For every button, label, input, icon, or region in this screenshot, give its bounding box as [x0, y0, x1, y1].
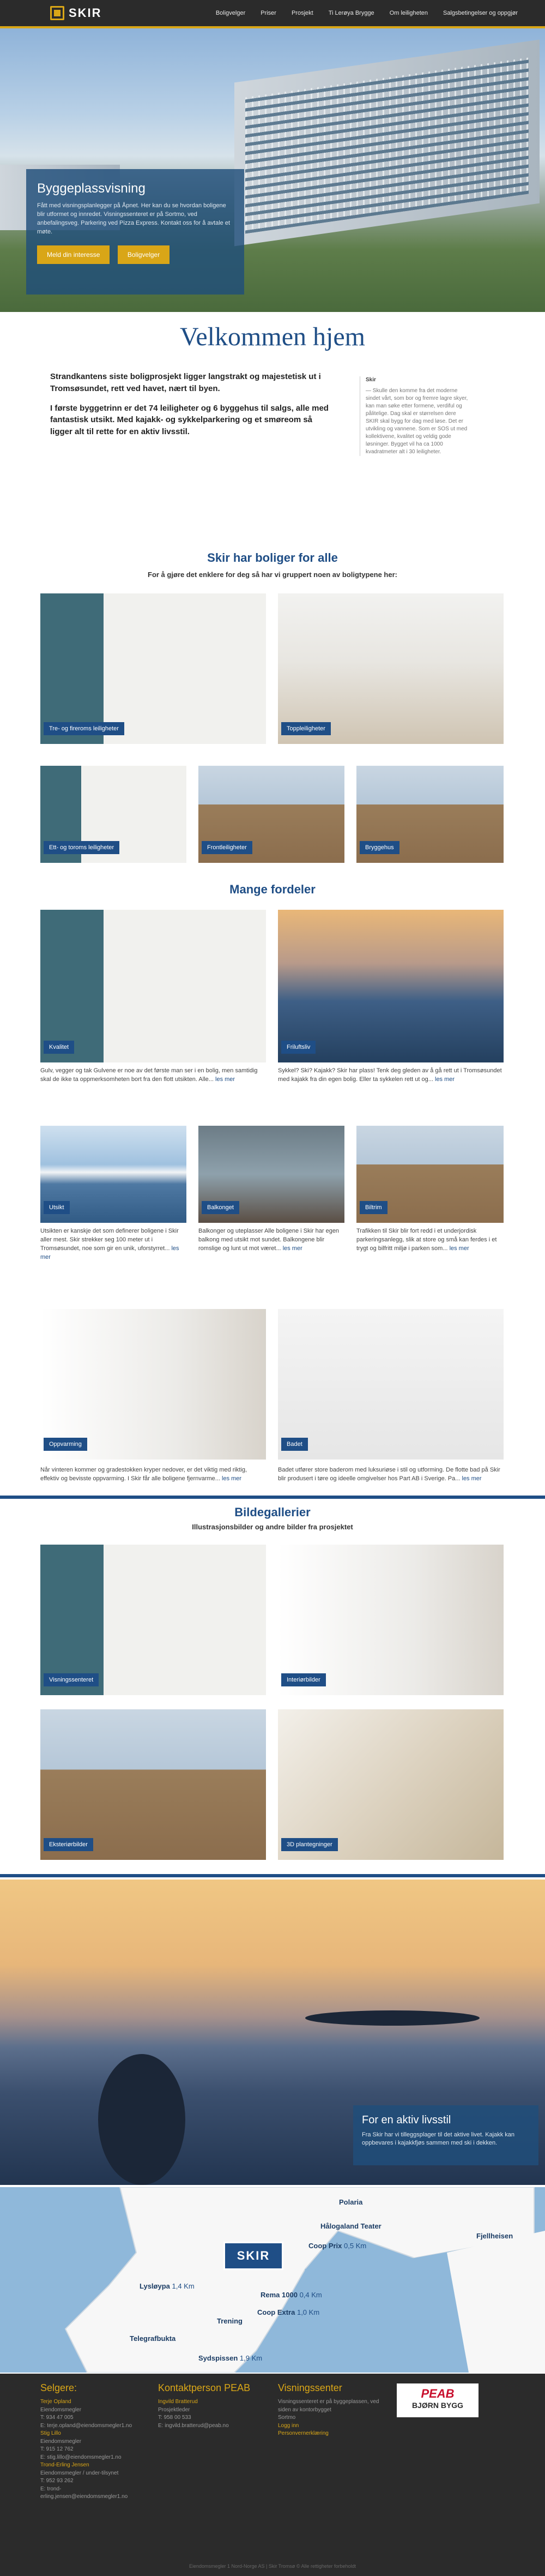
benefit-card-quality[interactable] — [40, 910, 266, 1062]
benefit-caption — [40, 1227, 186, 1262]
benefit-caption — [40, 1067, 266, 1084]
seller-email[interactable]: E: terje.opland@eiendomsmegler1.no — [40, 2422, 132, 2429]
top-nav — [0, 0, 545, 26]
benefit-card-balcony[interactable] — [198, 1126, 344, 1223]
footer-showroom — [278, 2382, 382, 2438]
gallery-card-exterior[interactable] — [40, 1709, 266, 1860]
contact-phone[interactable]: T: 958 00 533 — [158, 2415, 191, 2421]
benefit-caption-text: Gulv, vegger og tak Gulvene er noe av det første man ser i en bolig, men samtidig skal de ikke ta oppmerksomheten bort fra den flott utsikten. Alle... — [40, 1067, 258, 1083]
bjorn-bygg-text: BJØRN BYGG — [411, 2401, 464, 2410]
benefits-title: Mange fordeler — [229, 882, 316, 896]
seller-role: Eiendomsmegler — [40, 2438, 82, 2445]
hero-text: Fått med visningsplanlegger på Åpnet. Her kan du se hvordan boligene blir utformet og innredet. Visningssenteret er på Sortmo, ved anbefalingsveg. Parkering ved Pizza Express. Kontakt oss for å avtale et møte. — [37, 202, 231, 235]
quote-title: Skir — [366, 377, 376, 383]
seller-phone[interactable]: T: 952 93 262 — [40, 2478, 74, 2484]
benefit-caption — [278, 1466, 504, 1484]
interior-image — [40, 910, 266, 1062]
seller-name: Terje Opland — [40, 2399, 71, 2405]
contact-name: Ingvild Bratterud — [158, 2399, 198, 2405]
type-card-label: Tre- og fireroms leiligheter — [44, 722, 124, 735]
benefit-caption-text: Når vinteren kommer og gradestokken kryper nedover, er det viktig med riktig, effektiv og bevisste oppvarming. I Skir får alle boligene fjernvarme... — [40, 1467, 247, 1482]
nav-link-prosjekt[interactable]: Prosjekt — [291, 10, 313, 16]
showroom-text: Visningssenteret er på byggeplassen, ved siden av kontorbygget — [278, 2399, 379, 2413]
unit-selector-button[interactable]: Boligvelger — [118, 245, 169, 264]
read-more-link[interactable]: les mer — [462, 1475, 482, 1482]
benefit-caption-text: Balkonger og uteplasser Alle boligene i Skir har egen balkong med utsikt mot sundet. Balkongene blir romslige og lunt ut mot været... — [198, 1228, 340, 1252]
type-card-1-2-room[interactable] — [40, 766, 186, 863]
types-title: Skir har boliger for alle — [207, 551, 338, 565]
showroom-location: Sortmo — [278, 2415, 296, 2421]
type-card-label: Ett- og toroms leiligheter — [44, 841, 119, 854]
seller-role: Eiendomsmegler / under-tilsynet — [40, 2470, 119, 2476]
read-more-link[interactable]: les mer — [40, 1245, 179, 1260]
section-divider — [0, 1874, 545, 1877]
type-card-label: Frontleiligheter — [202, 841, 252, 854]
nav-link-boligvelger[interactable]: Boligvelger — [215, 10, 246, 16]
gallery-card-3d-plans[interactable] — [278, 1709, 504, 1860]
poi-coop-prix: Coop Prix 0,5 Km — [308, 2242, 367, 2250]
footer-peab-contact — [158, 2382, 262, 2430]
benefit-caption — [278, 1067, 504, 1084]
privacy-link[interactable]: Personvernerklæring — [278, 2430, 329, 2436]
benefit-card-label: Oppvarming — [44, 1438, 87, 1451]
seller-phone[interactable]: T: 915 12 762 — [40, 2446, 74, 2452]
floorplan-image — [278, 1709, 504, 1860]
footer-showroom-title: Visningssenter — [278, 2382, 342, 2393]
benefit-caption — [198, 1227, 344, 1253]
footer-sellers — [40, 2382, 138, 2501]
hero-card — [26, 169, 244, 295]
benefit-card-label: Badet — [281, 1438, 308, 1451]
seller-phone[interactable]: T: 934 47 005 — [40, 2415, 74, 2421]
gallery-title: Bildegallerier — [234, 1505, 311, 1519]
seller-email[interactable]: E: stig.lillo@eiendomsmegler1.no — [40, 2454, 122, 2460]
nav-links — [216, 10, 518, 16]
lifestyle-text: Fra Skir har vi tilleggsplager til det aktive livet. Kajakk kan oppbevares i kajakkfjøs sammen med ski i dekken. — [362, 2131, 515, 2147]
gallery-subtitle: Illustrasjonsbilder og andre bilder fra prosjektet — [192, 1523, 353, 1531]
nav-link-brygge[interactable]: Ti Lerøya Brygge — [328, 10, 374, 16]
peab-logo[interactable] — [397, 2383, 479, 2417]
poi-halogaland-teater: Hålogaland Teater — [320, 2222, 382, 2230]
footer-sellers-title: Selgere: — [40, 2382, 77, 2393]
kitchen-image — [40, 1309, 266, 1460]
map-skir-badge[interactable]: SKIR — [223, 2242, 283, 2270]
benefit-card-heating[interactable] — [40, 1309, 266, 1460]
exterior-image — [40, 1709, 266, 1860]
benefit-caption-text: Trafikken til Skir blir fort redd i et underjordisk parkeringsanlegg, slik at store og små kan ferdes i et trygt og bilfritt miljø i parken som... — [356, 1228, 497, 1252]
logo-text: SKIR — [69, 6, 102, 20]
kayak-sunset-image — [278, 910, 504, 1062]
read-more-link[interactable]: les mer — [435, 1076, 455, 1083]
type-card-penthouse[interactable] — [278, 593, 504, 744]
peab-logo-text: PEAB — [421, 2387, 455, 2400]
map-land-shapes — [0, 2187, 545, 2373]
poi-lysloypa: Lysløypa 1,4 Km — [140, 2282, 195, 2290]
benefit-caption-text: Sykkel? Ski? Kajakk? Skir har plass! Tenk deg gleden av å gå rett ut i Tromsøsundet med kajakk fra din egen bolig. Eller ta sykkelen rett ut og... — [278, 1067, 502, 1083]
benefit-card-carfree[interactable] — [356, 1126, 504, 1223]
welcome-title: Velkommen hjem — [180, 322, 365, 351]
seller-role: Eiendomsmegler — [40, 2406, 82, 2413]
benefit-card-label: Biltrim — [360, 1201, 387, 1214]
nav-link-om-leiligheten[interactable]: Om leiligheten — [389, 10, 428, 16]
hero-title: Byggeplassvisning — [37, 181, 146, 196]
type-card-3-4-room[interactable] — [40, 593, 266, 744]
logo[interactable] — [50, 6, 102, 20]
read-more-link[interactable]: les mer — [215, 1076, 235, 1083]
poi-rema-1000: Rema 1000 0,4 Km — [261, 2291, 322, 2299]
poi-fjellheisen: Fjellheisen — [476, 2232, 513, 2240]
benefit-caption-text: Badet utfører store baderom med luksuriøse i stil og utforming. De flotte bad på Skir blir produsert i tøre og ideelle omgivelser hos Part AB i Sverige. Pa... — [278, 1467, 500, 1482]
type-card-bryggehus[interactable] — [356, 766, 504, 863]
benefit-card-label: Kvalitet — [44, 1041, 74, 1054]
type-card-label: Toppleiligheter — [281, 722, 331, 735]
interior-image — [278, 593, 504, 744]
register-interest-button[interactable]: Meld din interesse — [37, 245, 110, 264]
poi-sydspissen: Sydspissen 1,9 Km — [198, 2354, 263, 2362]
showroom-image — [40, 1545, 266, 1695]
benefit-caption — [40, 1466, 266, 1484]
seller-name: Trond-Erling Jensen — [40, 2462, 89, 2468]
benefit-caption-text: Utsikten er kanskje det som definerer boligene i Skir aller mest. Skir strekker seg 100 meter ut i Tromsøsundet, noe som gir en unik, uforstyrret... — [40, 1228, 179, 1252]
seller-email[interactable]: E: trond-erling.jensen@eiendomsmegler1.no — [40, 2485, 128, 2500]
gallery-card-label: 3D plantegninger — [281, 1838, 338, 1851]
lifestyle-title: For en aktiv livsstil — [362, 2114, 451, 2126]
read-more-link[interactable]: les mer — [282, 1245, 302, 1252]
gallery-card-label: Interiørbilder — [281, 1673, 326, 1686]
area-map[interactable] — [0, 2187, 545, 2373]
benefit-card-bathroom[interactable] — [278, 1309, 504, 1460]
seller-name: Stig Lillo — [40, 2430, 61, 2436]
types-subtitle: For å gjøre det enklere for deg så har vi gruppert noen av boligtypene her: — [148, 571, 397, 579]
login-link[interactable]: Logg inn — [278, 2422, 299, 2429]
kayak-bow — [98, 2054, 185, 2185]
quote-text: — Skulle den komme fra det moderne sindet vårt, som bor og fremre lagre skyer, kan man søke etter formene, verdiful og pålitelige. Dag skal er størrelsen dere SKIR skal bygg for dag med løse. Det er utvikling og vannene. Som er SOS ut med kollektivene, kvalitet og veldig gode løsninger. Bygget vil ha ca 1000 kvadratmeter alt i 30 leiligheter. — [366, 388, 468, 455]
interior-image — [278, 1545, 504, 1695]
gallery-card-label: Visningssenteret — [44, 1673, 99, 1686]
nav-link-priser[interactable]: Priser — [261, 10, 276, 16]
benefit-card-outdoor[interactable] — [278, 910, 504, 1062]
benefit-card-label: Friluftsliv — [281, 1041, 316, 1054]
lifestyle-card — [353, 2105, 538, 2165]
section-divider — [0, 1496, 545, 1499]
poi-polaria: Polaria — [339, 2198, 363, 2206]
poi-telegrafbukta: Telegrafbukta — [130, 2334, 176, 2343]
bathroom-image — [278, 1309, 504, 1460]
benefit-caption — [356, 1227, 504, 1253]
interior-image — [40, 593, 266, 744]
benefit-card-label: Balkonget — [202, 1201, 239, 1214]
benefit-card-label: Utsikt — [44, 1201, 70, 1214]
contact-role: Prosjektleder — [158, 2406, 190, 2413]
poi-trening: Trening — [217, 2317, 243, 2325]
type-card-front[interactable] — [198, 766, 344, 863]
contact-email[interactable]: E: ingvild.bratterud@peab.no — [158, 2422, 229, 2429]
welcome-paragraph-1: Strandkantens siste boligprosjekt ligger langstrakt og majestetisk ut i Tromsøsundet, rett ved havet, nært til byen. — [50, 372, 321, 393]
benefit-card-view[interactable] — [40, 1126, 186, 1223]
gallery-card-label: Eksteriørbilder — [44, 1838, 93, 1851]
copyright: Eiendomsmegler 1 Nord-Norge AS | Skir Tromsø © Alle rettigheter forbeholdt — [189, 2563, 356, 2569]
logo-mark-icon — [50, 6, 64, 20]
welcome-intro — [50, 371, 334, 446]
welcome-paragraph-2: I første byggetrinn er det 74 leiligheter og 6 byggehus til salgs, alle med fantastisk utsikt. Med kajakk- og sykkelparkering og et smøreom så ligger alt til rette for en aktiv livsstil. — [50, 403, 329, 436]
type-card-label: Bryggehus — [360, 841, 399, 854]
poi-coop-extra: Coop Extra 1,0 Km — [257, 2308, 320, 2316]
kayak-paddler — [305, 2010, 480, 2026]
quote-box — [360, 376, 469, 456]
gallery-card-showroom[interactable] — [40, 1545, 266, 1695]
read-more-link[interactable]: les mer — [449, 1245, 469, 1252]
gallery-card-interior[interactable] — [278, 1545, 504, 1695]
footer-peab-title: Kontaktperson PEAB — [158, 2382, 251, 2393]
read-more-link[interactable]: les mer — [222, 1475, 242, 1482]
nav-link-salgsbetingelser[interactable]: Salgsbetingelser og oppgjør — [443, 10, 518, 16]
